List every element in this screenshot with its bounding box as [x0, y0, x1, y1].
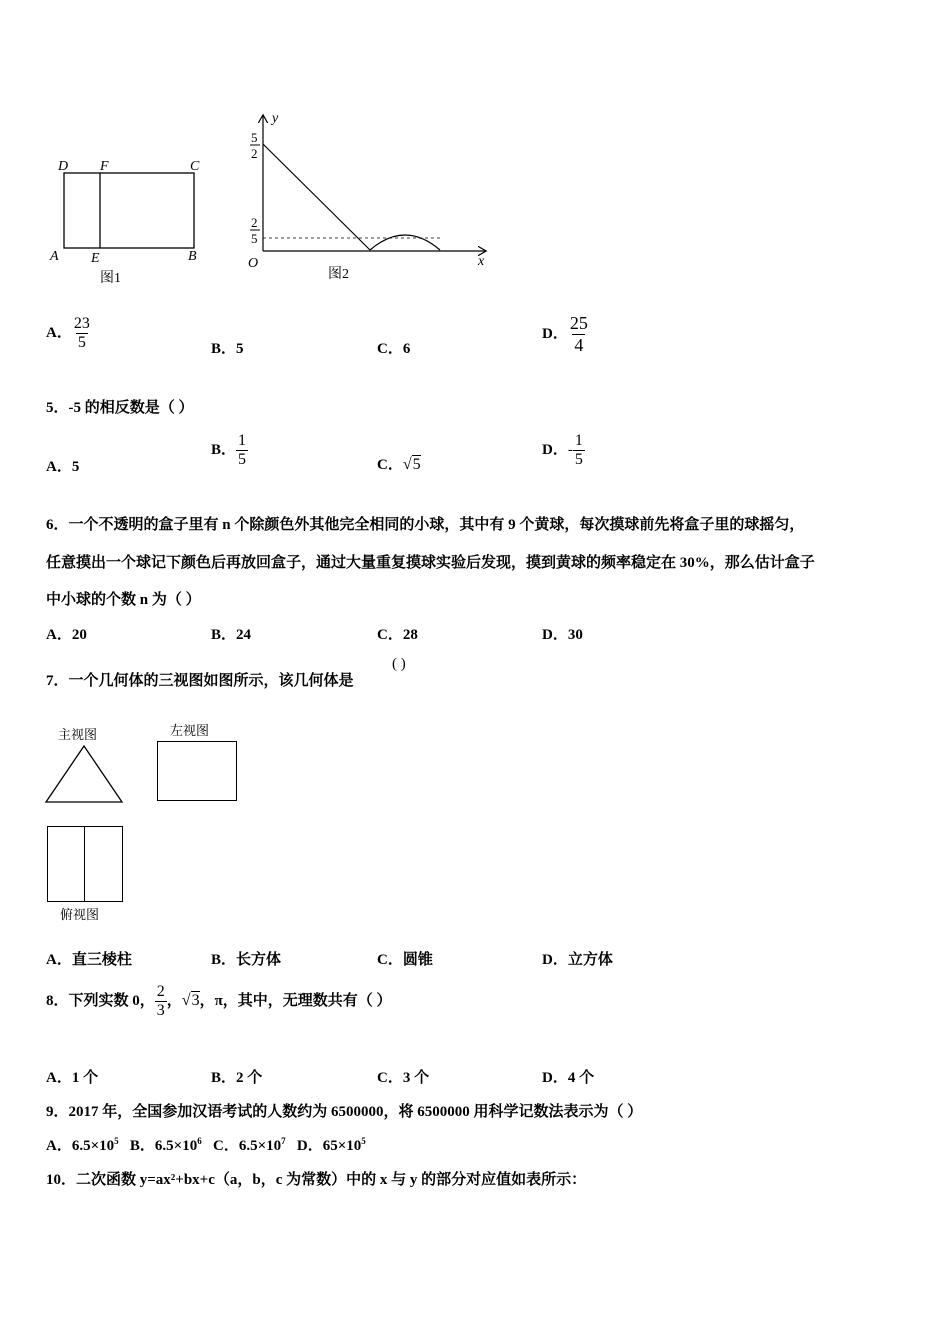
origin-label: O — [248, 256, 259, 271]
q4-option-a: A． $\frac{23}{5}$ — [46, 315, 90, 351]
top-view-rectangle — [47, 826, 123, 902]
graph-arc — [370, 235, 440, 250]
graph-line-segment — [263, 144, 370, 250]
q8-option-d: D．4 个 — [542, 1070, 595, 1086]
label-a: A — [50, 249, 59, 264]
q9-stem: 9．2017 年，全国参加汉语考试的人数约为 6500000，将 6500000 用科学记数法表示为（ ） — [46, 1104, 643, 1120]
q7-stem: 7．一个几何体的三视图如图所示，该几何体是 — [46, 673, 354, 689]
figure-1-rectangle — [40, 150, 220, 290]
figure-2-graph — [240, 108, 495, 288]
figure-2-caption: 图2 — [328, 267, 349, 282]
y-axis-label: y — [272, 111, 279, 126]
x-axis-label: x — [478, 254, 485, 269]
q10-stem: 10．二次函数 y=ax²+bx+c（a，b，c 为常数）中的 x 与 y 的部分对应值如表所示： — [46, 1172, 587, 1188]
y-tick-high-den: 2 — [251, 146, 258, 161]
q4-option-d: D． $\frac{25}{4}$ — [542, 313, 588, 355]
q4-option-b: B．5 — [211, 341, 244, 357]
q9-option-a: A．$6.5\times 10^5$ — [46, 1136, 119, 1154]
q9-option-b: B．$6.5\times 10^6$ — [129, 1136, 202, 1154]
q8-option-c: C．3 个 — [377, 1070, 430, 1086]
q5-option-c: C．√5 — [377, 456, 421, 473]
y-tick-low-den: 5 — [251, 231, 258, 246]
q5-stem: 5．-5 的相反数是（ ） — [46, 400, 194, 416]
q8-option-b: B．2 个 — [211, 1070, 263, 1086]
front-view-caption: 主视图 — [58, 728, 98, 743]
y-tick-low-num: 2 — [251, 215, 258, 230]
q6-line-2: 任意摸出一个球记下颜色后再放回盒子，通过大量重复摸球实验后发现，摸到黄球的频率稳定在 30%，那么估计盒子 — [46, 555, 815, 571]
q6-option-a: A．20 — [46, 627, 87, 643]
side-view-caption: 左视图 — [170, 724, 210, 739]
y-tick-high-num: 5 — [251, 130, 258, 145]
q9-option-c: C．$6.5\times 10^7$ — [212, 1136, 286, 1154]
q6-option-c: C．28 — [377, 627, 418, 643]
label-d: D — [58, 159, 69, 174]
label-b: B — [188, 249, 197, 264]
q5-option-b: B． $\frac{1}{5}$ — [211, 432, 247, 468]
q6-line-1: 6．一个不透明的盒子里有 n 个除颜色外其他完全相同的小球，其中有 9 个黄球，每次摸球前先将盒子里的球摇匀， — [46, 517, 805, 533]
q5-option-a: A．5 — [46, 459, 80, 475]
top-view-caption: 俯视图 — [60, 908, 100, 923]
q5-option-d: D．- $\frac{1}{5}$ — [542, 432, 583, 468]
q8-option-a: A．1 个 — [46, 1070, 99, 1086]
q7-option-c: C．圆锥 — [377, 952, 433, 968]
q7-paren: ( ) — [392, 656, 406, 672]
q8-stem: 8．下列实数 0， $\frac{2}{3}$ ，√3，π，其中，无理数共有（ ） — [46, 983, 392, 1019]
q6-option-d: D．30 — [542, 627, 583, 643]
q7-option-b: B．长方体 — [211, 952, 282, 968]
figure-1-caption: 图1 — [100, 271, 121, 286]
q6-option-b: B．24 — [211, 627, 252, 643]
front-view-triangle — [44, 744, 126, 806]
label-e: E — [91, 251, 100, 266]
q9-option-d: D．$65\times 10^5$ — [296, 1136, 366, 1154]
q7-option-a: A．直三棱柱 — [46, 952, 132, 968]
q7-option-d: D．立方体 — [542, 952, 613, 968]
side-view-rectangle — [157, 741, 237, 801]
rectangle-abcd — [64, 173, 194, 248]
q4-option-c: C．6 — [377, 341, 411, 357]
top-view-divider — [84, 827, 85, 901]
q6-line-3: 中小球的个数 n 为（ ） — [46, 592, 201, 608]
label-c: C — [190, 159, 200, 174]
q9-options — [46, 1134, 366, 1155]
label-f: F — [100, 159, 109, 174]
